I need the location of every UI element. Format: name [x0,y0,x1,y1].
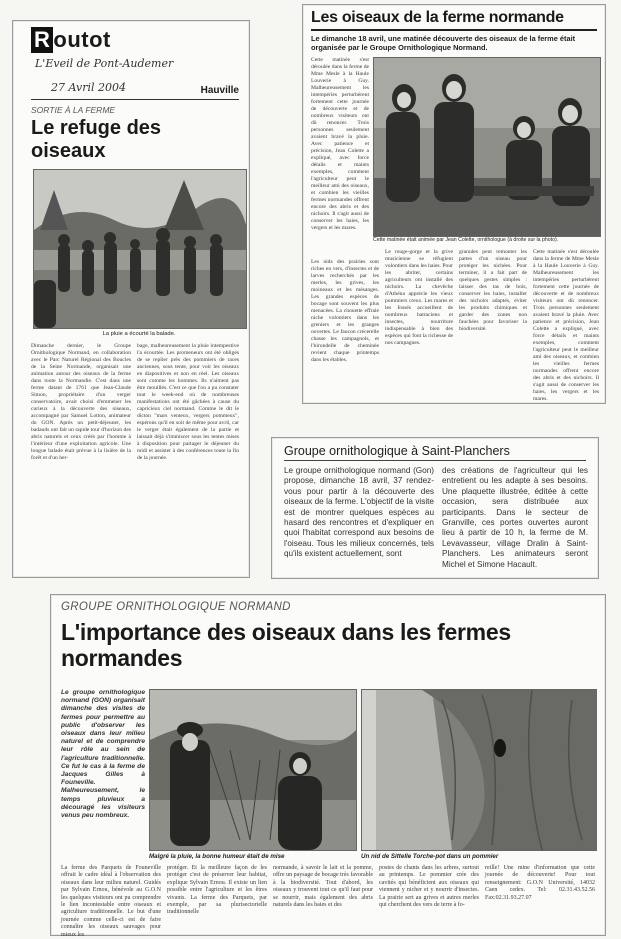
article-col-5: reille! Une mine d'information que cette journée de découverte! Pour tout renseignement: G.O.N Université, 14032 Caen cedex. Tel: 02.31.43.52.56 Fax:02.31.93.27.07 [485,865,595,901]
headline: L'importance des oiseaux dans les fermes normandes [61,619,511,671]
brand-name: outot [53,27,111,52]
clipping-saint-planchers [271,437,599,579]
article-col-1: Le groupe ornithologique normand (Gon) propose, dimanche 18 avril, 37 rendez-vous pour partir à la découverte des oiseaux de la ferme. L'objectif de la visite est de montrer quelques espèces au hasard des rencontres et d'expliquer en quoi l'habitat correspond aux besoins de l'oiseau. Tous les milieux concernés, tels qu'ils existent actuellement, sont [284,466,434,559]
photo-caption: La pluie a écourté la balade. [102,331,176,337]
clipping-importance-oiseaux [50,594,606,936]
article-col-2: protéger. Et la meilleure façon de les protéger c'est de préserver leur habitat, explique Sylvain Ernou. Il existe un lien possible entre l'agriculture et les êtres vivants. La ferme des Parquets, par exemple, par sa plurisectorielle traditionnelle [167,865,267,916]
brand-logo: R outot [31,27,111,53]
article-col-2: bage, malheureusement la pluie intempestive l'a écourtée. Les promeneurs ont été obligés de se replier près des pommiers de races anciennes, sous tente, pour voir les oiseaux en diapositives et non en réel. Les oiseaux sont comme les hommes. Ils n'aiment pas être mouillés. C'est ce que l'on a pu constater tout le week-end où de nombreuses manifestations ont été gâchées à cause du capricieux ciel normand. Comme le dit le dicton "mars venteux, vergers pommeux", espérons qu'il en soit de même pour avril, car le verger était également de la partie et laissait déjà s'immiscer sous les tentes mises à disposition pour partager le déjeuner du midi et assister à des conférences toute la fin de la journée. [137,343,239,461]
article-col-3: Le rouge-gorge et la grive musicienne se réfugient volontiers dans les haies. Pour les abriter, certains agriculteurs ont installé des nichoirs. La chevêche d'Athéna apprécie les vieux pommiers creux. Les mares et les fossés accueillent de nombreux batraciens et insectes, nourriture indispensable à bien des espèces qui font la richesse de nos campagnes. [385,249,453,346]
photo-visitors-in-rain [149,689,357,851]
clipping-oiseaux-ferme-normande [302,4,606,404]
article-col-2: Les nids des prairies sont riches en vers, d'insectes et de larves recherchés par les merles, les grives, les moineaux et les mésanges. Les grandes espèces de bocage sont souvent les plus menacées. La chouette effraie niche volontiers dans les greniers et les granges ouvertes. Le faucon crécerelle chasse les campagnols, et l'hirondelle de cheminée revient chaque printemps dans les étables. [311,259,379,363]
photo-caption: Cette matinée était animée par Jean Colette, ornithologue (à droite sur la photo). [373,237,559,243]
lead: Le groupe ornithologique normand (GON) organisait dimanche des visites de fermes pour permettre au public d'observer les oiseaux dans leur milieu naturel et de comprendre leur rôle au sein de l'agriculture traditionnelle. Ce fut le cas à la ferme de Jacques Gilles à Founeville. Malheureusement, le temps pluvieux a découragé les visiteurs venus peu nombreux. [61,689,145,820]
photo-caption-2: Un nid de Sittelle Torche-pot dans un pommier [361,853,499,860]
kicker: SORTIE À LA FERME [31,105,116,115]
photo-caption-1: Malgré la pluie, la bonne humeur était de mise [149,853,285,860]
headline: Le refuge des oiseaux [31,117,162,162]
clipping-refuge-des-oiseaux [12,20,250,578]
article-col-2: des créations de l'agriculteur qui les entretient ou les adapte à ses besoins. Une plaquette illustrée, éditée à cette occasion, sera distribuée aux participants. Dans le secteur de Granville, ces portes ouvertes auront lieu à partir de 10 h, la ferme de M. Levavasseur, village Dralin à Saint-Planchers. Les animateurs seront Michel et Simone Hacault. [442,466,588,569]
article-col-4: postes de chants dans les arbres, surtout au printemps. Le pommier crée des cavités qui bénéficient aux oiseaux qui viennent y nicher et y nourrir d'insectes. La prairie sert au grives et autres merles qui cherchent des vers de terre à fo- [379,865,479,909]
location: Hauville [200,85,239,96]
photo-indoor-group [373,57,601,237]
article-col-3: normande, à savoir le lait et la pomme, offre un paysage de bocage très favorable à la biodiversité. Tout d'abord, les oiseaux y trouvent tout ce qu'il faut pour se nourrir, mais également des abris naturels dans les haies et des [273,865,373,909]
photo-nest-in-apple-tree [361,689,597,851]
headline: Groupe ornithologique à Saint-Planchers [284,444,510,458]
headline: Les oiseaux de la ferme normande [311,9,564,26]
article-col-4: granules peut remonter les pattes d'un oiseau pour protéger les nichées. Pour terminer, il a fait part de quelques gestes simples : laisser des tas de bois, conserver les haies, installer des nichoirs adaptés, éviter les produits chimiques et garder des zones non fauchées pour favoriser la biodiversité. [459,249,527,332]
article-col-1: La ferme des Parquets de Founeville offrait le cadre idéal à l'observation des oiseaux dans leur milieu naturel. Guidés par Sylvain Ernou, bénévole au G.O.N les quelques visiteurs ont pu comprendre le lien incontestable entre oiseaux et agriculture traditionnelle. Le but d'une journée comme celle-ci est de faire connaître les oiseaux sauvages pour mieux les [61,865,161,938]
deck: Le dimanche 18 avril, une matinée découverte des oiseaux de la ferme était organisée par le Groupe Ornithologique Normand. [311,34,576,52]
handwritten-date: 27 Avril 2004 [51,81,126,94]
article-col-5: Cette matinée s'est déroulée dans la ferme de Mme Mesle à la Haule Louverie à Guy. Malheureusement les intempéries perturbèrent fortement cette journée de découverte et de nombreux visiteurs ont dû renoncer. Trois personnes seulement avaient bravé la pluie. Avec patience et précision, Jean Colette a expliqué, avec force détails et maints exemples, comment l'agriculteur peut le meilleur ami des oiseaux, et combien les vieilles fermes normandes offrent encore des abris et des nichoirs. Il s'agit aussi de conserver les haies, les vergers et les mares. [533,249,599,402]
article-col-1: Cette matinée s'est déroulée dans la ferme de Mme Mesle à la Haule Louverie à Guy. Malheureusement les intempéries perturbèrent fortement cette journée de découverte et de nombreux visiteurs ont dû renoncer. Trois personnes seulement avaient bravé la pluie. Avec patience et précision, Jean Colette a expliqué, avec force détails et maints exemples, comment l'agriculteur peut le meilleur ami des oiseaux, et combien les vieilles fermes normandes offrent encore des abris et des nichoirs. Il s'agit aussi de conserver les haies, les vergers et les mares. [311,57,369,231]
handwritten-source: L'Eveil de Pont-Audemer [35,57,174,70]
kicker: GROUPE ORNITHOLOGIQUE NORMAND [61,601,291,613]
article-col-1: Dimanche dernier, le Groupe Ornithologique Normand, en collaboration avec le Parc Naturel Régional des Boucles de la Seine Normande, organisait une animation autour des oiseaux de la ferme dans toute la Normandie. C'est dans une ferme datant de 1761 que Jean-Claude Simon, propriétaire d'un verger conservatoire, avait choisi d'emmener les curieux à la découverte des oiseaux, accompagné par Samuel Lotton, animateur du GON. Après un petit-déjeuner, les badauds ont fait un rapide tour d'horizon des abris naturels et ceux créés par l'homme à l'intérieur d'une exploitation agricole. Une longue balade était prévue à la lisière de la forêt et d'un her- [31,343,131,461]
photo-group-walk [33,169,247,329]
